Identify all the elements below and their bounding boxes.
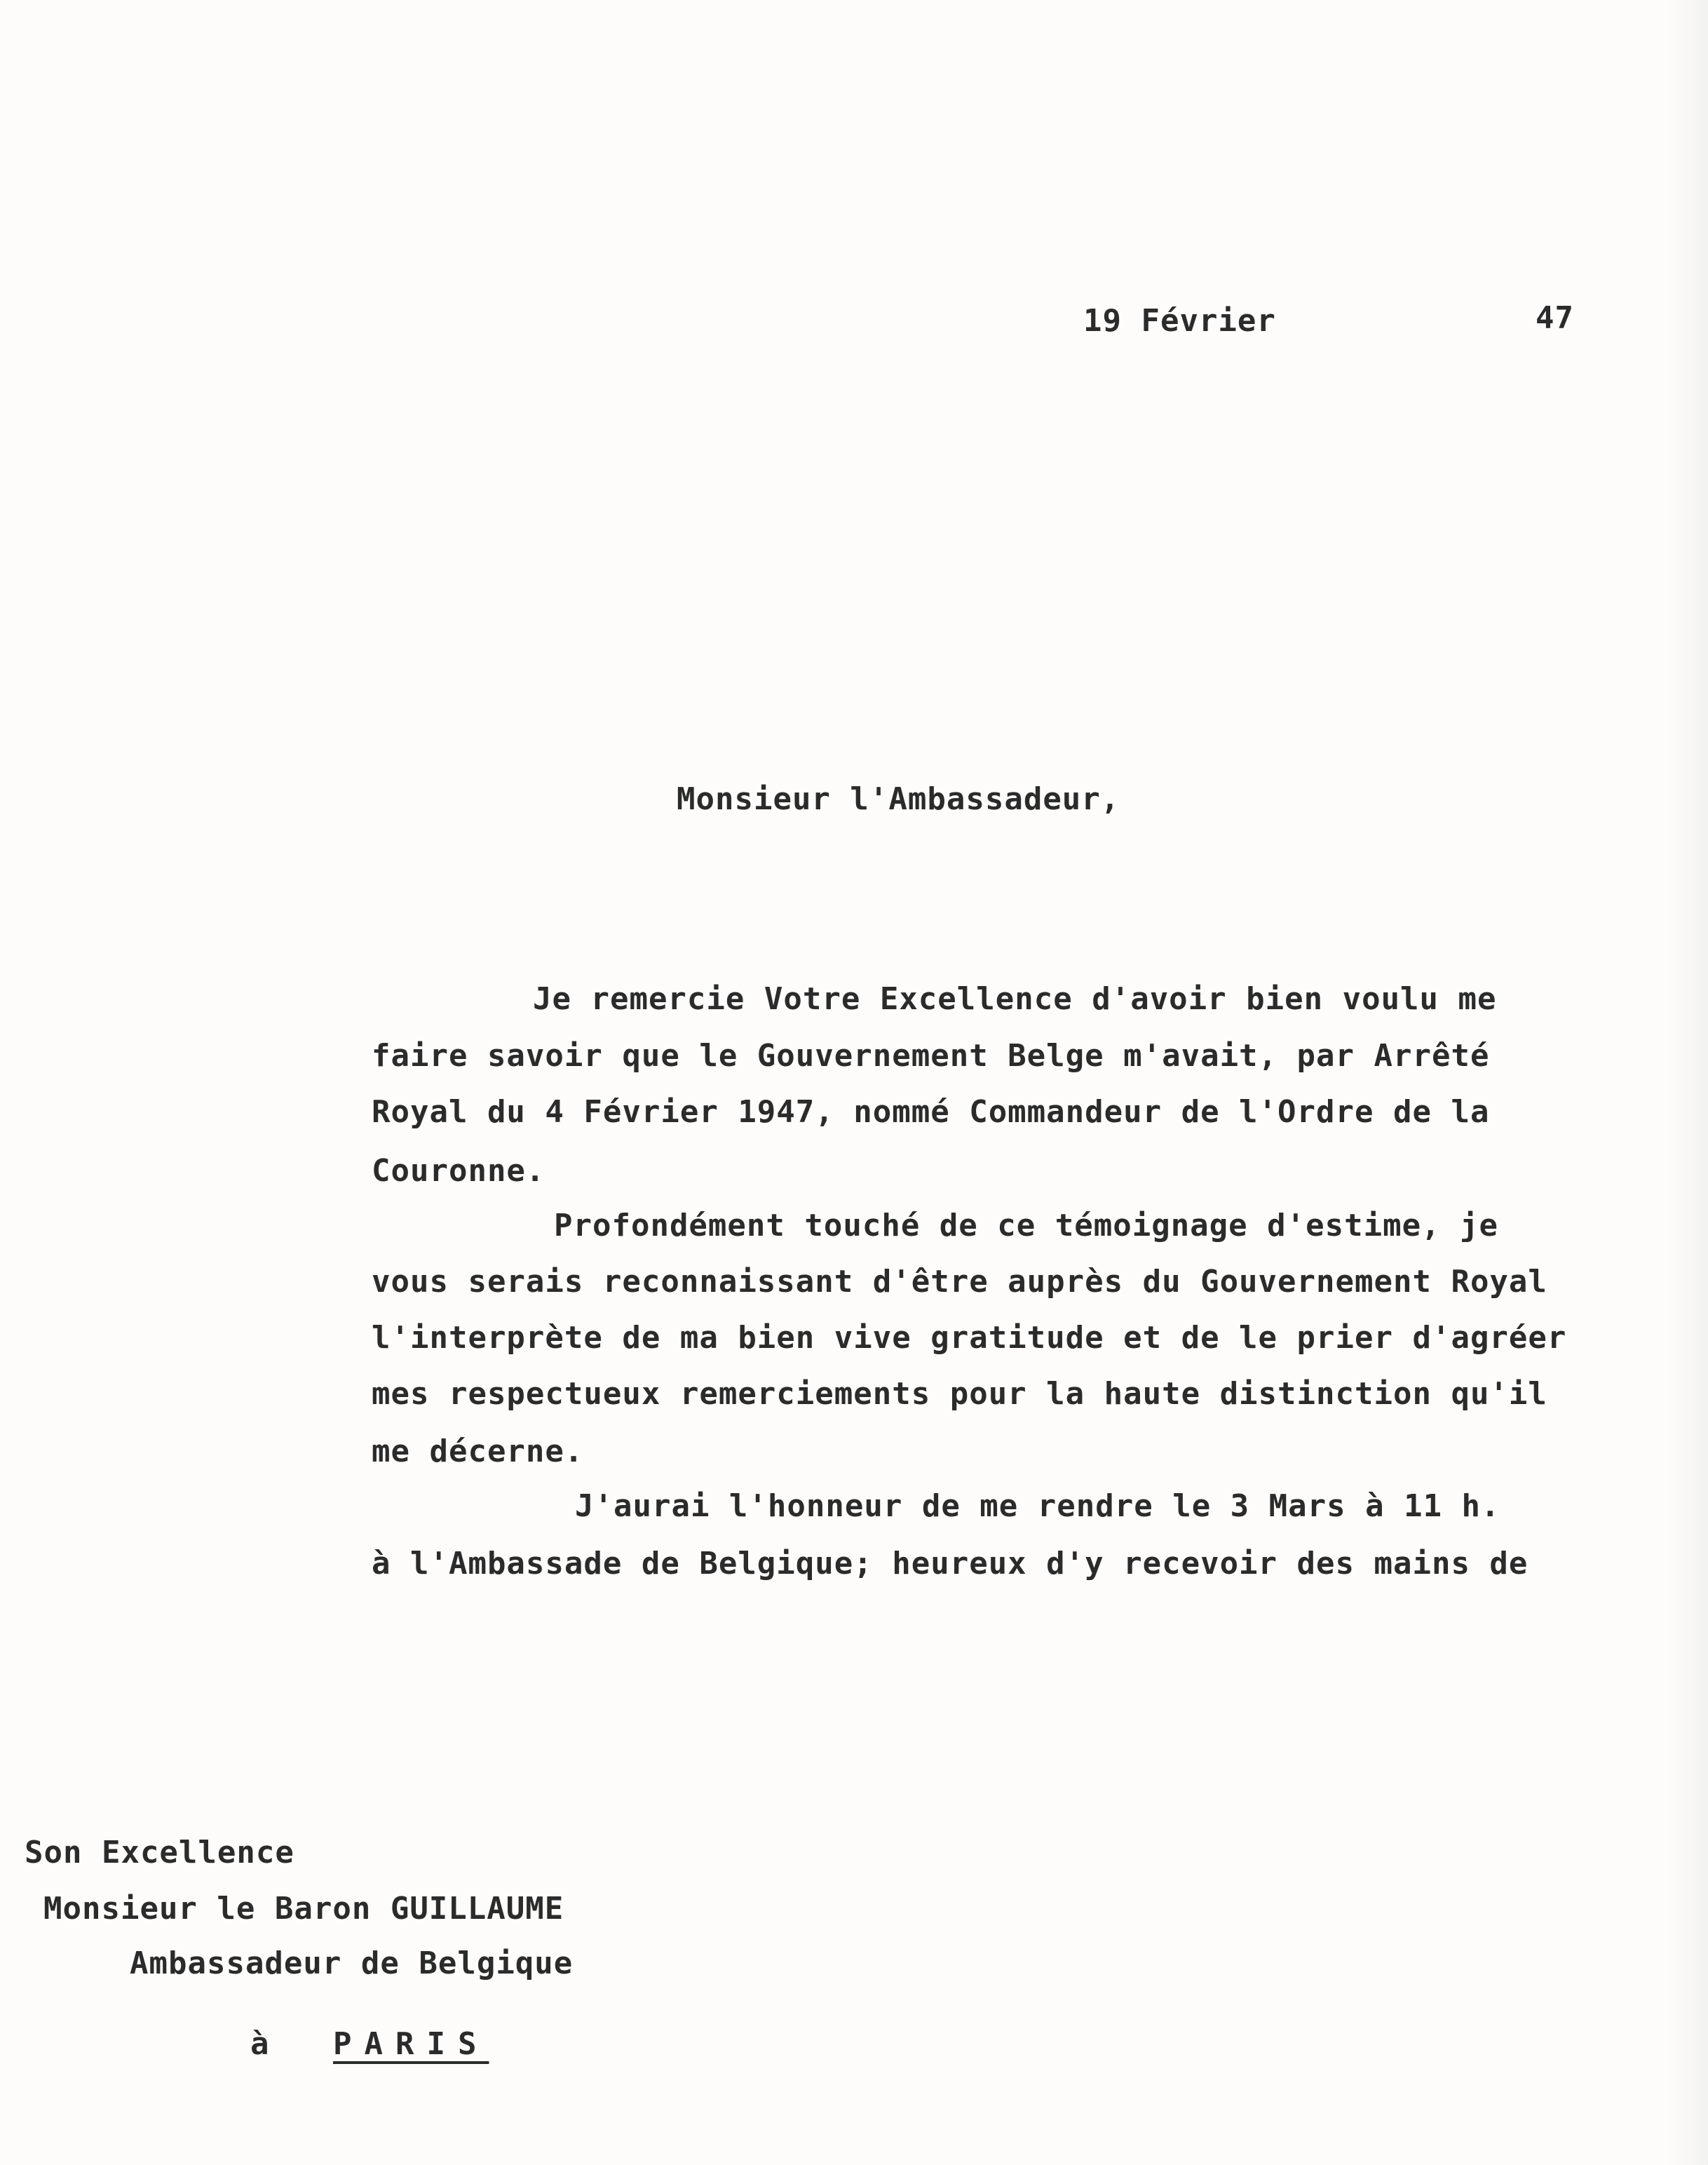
body-paragraph-2-line: l'interprète de ma bien vive gratitude et de le prier d'agréer (372, 1320, 1567, 1356)
addressee-city: PARIS (333, 2026, 489, 2062)
body-paragraph-1-line: faire savoir que le Gouvernement Belge m'avait, par Arrêté (372, 1038, 1490, 1074)
letter-date: 19 Février (1083, 303, 1276, 339)
body-paragraph-2-line: me décerne. (372, 1434, 584, 1469)
addressee-city-prefix: à (250, 2026, 270, 2062)
body-paragraph-2-line: vous serais reconnaissant d'être auprès du Gouvernement Royal (372, 1264, 1547, 1300)
addressee-name: Monsieur le Baron GUILLAUME (43, 1891, 564, 1927)
letter-year: 47 (1536, 300, 1574, 336)
addressee-position: Ambassadeur de Belgique (130, 1945, 574, 1981)
body-paragraph-1-line: Je remercie Votre Excellence d'avoir bien voulu me (533, 981, 1497, 1017)
body-paragraph-2-line: mes respectueux remerciements pour la haute distinction qu'il (372, 1376, 1547, 1412)
body-paragraph-2-line: Profondément touché de ce témoignage d'estime, je (554, 1208, 1499, 1243)
addressee-title: Son Excellence (25, 1835, 294, 1870)
salutation: Monsieur l'Ambassadeur, (677, 781, 1120, 817)
body-paragraph-1-line: Royal du 4 Février 1947, nommé Commandeur de l'Ordre de la (372, 1094, 1490, 1130)
body-paragraph-3-line: à l'Ambassade de Belgique; heureux d'y recevoir des mains de (372, 1546, 1529, 1581)
body-paragraph-1-line: Couronne. (372, 1153, 545, 1189)
page-edge-shading (1666, 0, 1708, 2165)
body-paragraph-3-line: J'aurai l'honneur de me rendre le 3 Mars à 11 h. (575, 1488, 1500, 1524)
